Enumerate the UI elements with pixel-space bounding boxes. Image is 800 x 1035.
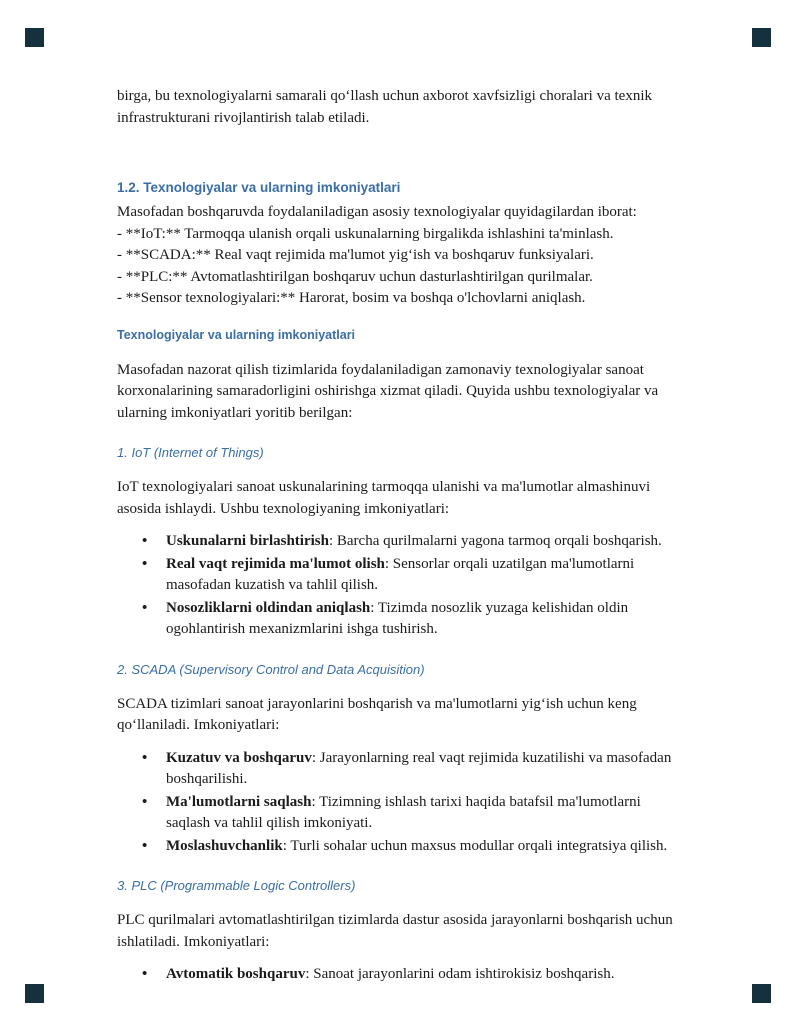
intro-paragraph: birga, bu texnologiyalarni samarali qo‘llash uchun axborot xavfsizligi choralari va texnik infrastrukturani rivojlantirish talab etiladi. bbox=[117, 88, 652, 126]
bullet-item bbox=[166, 748, 685, 791]
bullet-list-plc bbox=[117, 964, 685, 986]
bullet-term: Avtomatik boshqaruv bbox=[166, 966, 306, 982]
dash-item-sensor: - **Sensor texnologiyalari:** Harorat, bosim va boshqa o'lchovlarni aniqlash. bbox=[117, 290, 586, 306]
tech-heading-scada: 2. SCADA (Supervisory Control and Data Acquisition) bbox=[117, 661, 425, 677]
bullet-term: Kuzatuv va boshqaruv bbox=[166, 749, 312, 766]
bullet-term: Ma'lumotlarni saqlash bbox=[166, 793, 312, 810]
bullet-term: Nosozliklarni oldindan aniqlash bbox=[166, 599, 371, 616]
section-heading-1-2: 1.2. Texnologiyalar va ularning imkoniyatlari bbox=[117, 180, 401, 195]
bullet-item bbox=[166, 598, 685, 641]
corner-mark-bottom-left bbox=[25, 984, 44, 1003]
corner-mark-top-left bbox=[25, 28, 44, 47]
bullet-desc: : Barcha qurilmalarni yagona tarmoq orqali boshqarish. bbox=[328, 533, 662, 549]
dash-list-lead: Masofadan boshqaruvda foydalaniladigan asosiy texnologiyalar quyidagilardan iborat: bbox=[117, 204, 637, 220]
bullet-item bbox=[166, 792, 685, 835]
bullet-desc: : Tizimning ishlash tarixi haqida batafsil ma'lumotlarni saqlash va tahlil qilish imkoniyati. bbox=[166, 793, 641, 831]
bullet-desc: : Tizimda nosozlik yuzaga kelishidan oldin ogohlantirish mexanizmlarini ishga tushirish. bbox=[166, 599, 629, 637]
tech-paragraph-plc: PLC qurilmalari avtomatlashtirilgan tizimlarda dastur asosida jarayonlarni boshqarish uchun ishlatiladi. Imkoniyatlari: bbox=[117, 912, 673, 950]
bullet-desc: : Sensorlar orqali uzatilgan ma'lumotlarni masofadan kuzatish va tahlil qilish. bbox=[166, 555, 635, 593]
bullet-item bbox=[166, 554, 685, 597]
dash-item-plc: - **PLC:** Avtomatlashtirilgan boshqaruv uchun dasturlashtirilgan qurilmalar. bbox=[117, 268, 593, 285]
corner-mark-bottom-right bbox=[752, 984, 771, 1003]
tech-heading-iot: 1. IoT (Internet of Things) bbox=[117, 445, 264, 460]
overview-heading: Texnologiyalar va ularning imkoniyatlari bbox=[117, 327, 356, 342]
bullet-desc: : Sanoat jarayonlarini odam ishtirokisiz boshqarish. bbox=[305, 966, 615, 982]
tech-paragraph-scada: SCADA tizimlari sanoat jarayonlarini boshqarish va ma'lumotlarni yig‘ish uchun keng qo‘llaniladi. Imkoniyatlari: bbox=[117, 695, 637, 733]
bullet-term: Uskunalarni birlashtirish bbox=[166, 533, 329, 549]
bullet-item bbox=[166, 836, 685, 858]
bullet-term: Real vaqt rejimida ma'lumot olish bbox=[166, 555, 385, 572]
tech-paragraph-iot: IoT texnologiyalari sanoat uskunalarining tarmoqqa ulanishi va ma'lumotlar almashinuvi asosida ishlaydi. Ushbu texnologiyaning imkoniyatlari: bbox=[117, 479, 651, 517]
bullet-list-iot bbox=[117, 531, 685, 641]
overview-paragraph: Masofadan nazorat qilish tizimlarida foydalaniladigan zamonaviy texnologiyalar sanoat korxonalarining samaradorligini oshirishga xizmat qiladi. Quyida ushbu texnologiyalar va ularning imkoniyatlari yoritib berilgan: bbox=[117, 361, 659, 421]
bullet-item bbox=[166, 964, 685, 986]
corner-mark-top-right bbox=[752, 28, 771, 47]
dash-list bbox=[117, 202, 685, 310]
bullet-term: Moslashuvchanlik bbox=[166, 837, 283, 854]
bullet-desc: : Turli sohalar uchun maxsus modullar orqali integratsiya qilish. bbox=[282, 837, 668, 854]
page-content bbox=[117, 86, 685, 987]
dash-item-iot: - **IoT:** Tarmoqqa ulanish orqali uskunalarning birgalikda ishlashini ta'minlash. bbox=[117, 225, 614, 242]
tech-heading-plc: 3. PLC (Programmable Logic Controllers) bbox=[117, 878, 356, 893]
dash-item-scada: - **SCADA:** Real vaqt rejimida ma'lumot yig‘ish va boshqaruv funksiyalari. bbox=[117, 247, 594, 263]
bullet-list-scada bbox=[117, 748, 685, 858]
bullet-item bbox=[166, 531, 685, 553]
bullet-desc: : Jarayonlarning real vaqt rejimida kuzatilishi va masofadan boshqarilishi. bbox=[166, 749, 672, 787]
